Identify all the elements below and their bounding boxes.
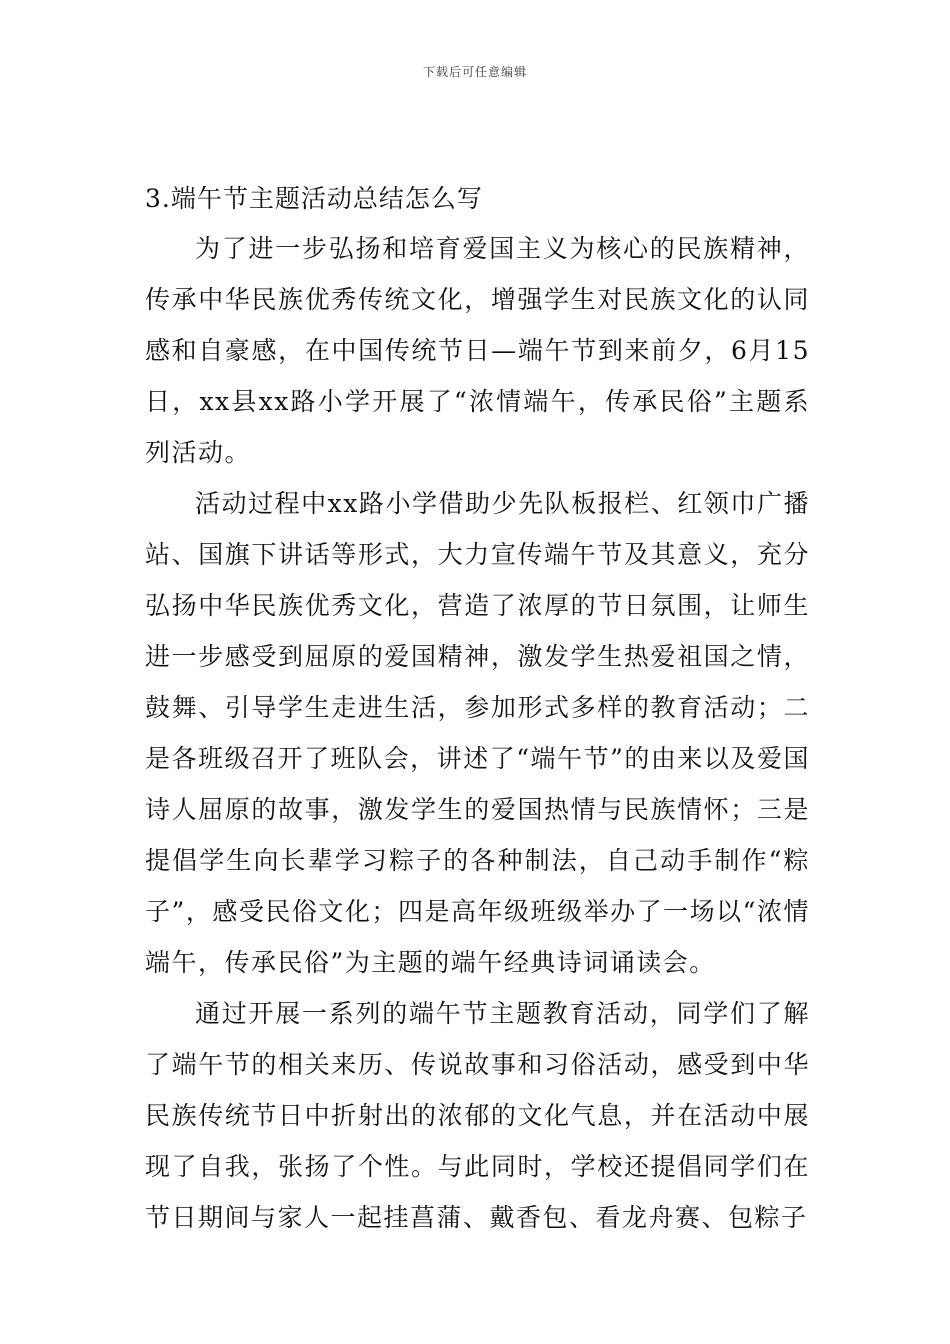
paragraph-2: 活动过程中xx路小学借助少先队板报栏、红领巾广播站、国旗下讲话等形式，大力宣传端午节及其意义，充分弘扬中华民族优秀文化，营造了浓厚的节日氛围，让师生进一步感受到屈原的爱国精神，激发学生热爱祖国之情，鼓舞、引导学生走进生活，参加形式多样的教育活动；二是各班级召开了班队会，讲述了“端午节”的由来以及爱国诗人屈原的故事，激发学生的爱国热情与民族情怀；三是提倡学生向长辈学习粽子的各种制法，自己动手制作“粽子”，感受民俗文化；四是高年级班级举办了一场以“浓情端午，传承民俗”为主题的端午经典诗词诵读会。 (145, 489, 810, 977)
section-heading: 3.端午节主题活动总结怎么写 (145, 184, 483, 213)
document-body (145, 175, 810, 1243)
paragraph-3: 通过开展一系列的端午节主题教育活动，同学们了解了端午节的相关来历、传说故事和习俗活动，感受到中华民族传统节日中折射出的浓郁的文化气息，并在活动中展现了自我，张扬了个性。与此同时，学校还提倡同学们在节日期间与家人一起挂菖蒲、戴香包、看龙舟赛、包粽子 (145, 999, 810, 1232)
header-note: 下载后可任意编辑 (422, 65, 527, 79)
paragraph-1: 为了进一步弘扬和培育爱国主义为核心的民族精神，传承中华民族优秀传统文化，增强学生对民族文化的认同感和自豪感，在中国传统节日—端午节到来前夕，6月15日，xx县xx路小学开展了“浓情端午，传承民俗”主题系列活动。 (145, 234, 810, 467)
